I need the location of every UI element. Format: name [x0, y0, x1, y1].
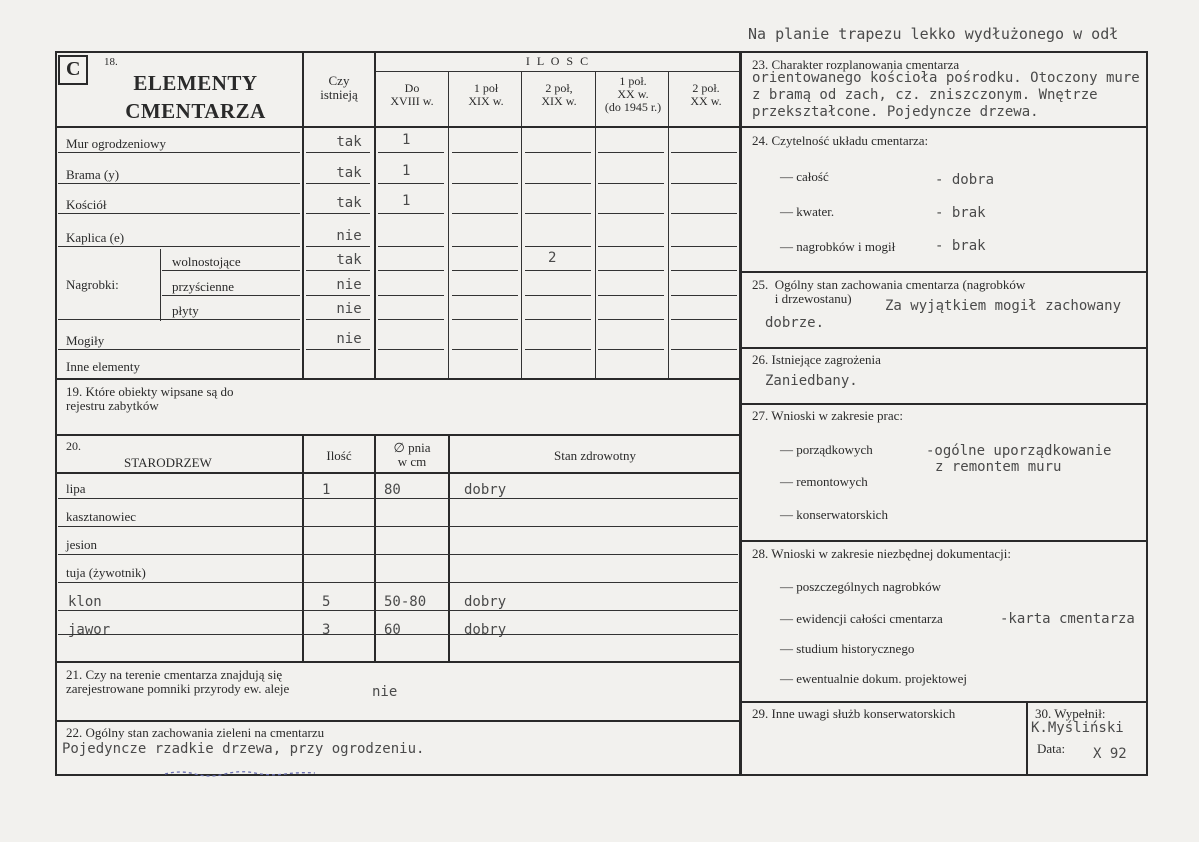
- period-header-line: 2 poł,: [545, 81, 573, 95]
- q24-value-nagrobki: - brak: [935, 238, 986, 254]
- element-row-label: Brama (y): [66, 167, 120, 182]
- tree-name: tuja (żywotnik): [66, 565, 146, 580]
- q25-label: 25. Ogólny stan zachowania cmentarza (nagrobków i drzewostanu): [752, 277, 1026, 306]
- period-header-line: 2 poł.: [692, 81, 720, 95]
- q27-item-porzadkowych: — porządkowych: [780, 442, 873, 457]
- col-czy-istnieja: Czy istnieją: [320, 73, 358, 102]
- q28-answer: -karta cmentarza: [1000, 611, 1135, 627]
- period-header-line: XX w.: [617, 87, 649, 101]
- q21-label: 21. Czy na terenie cmentarza znajdują się zarejestrowane pomniki przyrody ew. aleje: [66, 667, 290, 696]
- q30-label: 30. Wypełnił:: [1035, 706, 1106, 721]
- q24-label: 24. Czytelność układu cmentarza:: [752, 133, 929, 148]
- element-exists: tak: [336, 165, 362, 181]
- starodrzew-label: STARODRZEW: [124, 455, 212, 470]
- q28-item-nagrobkow: — poszczególnych nagrobków: [780, 579, 942, 594]
- element-count-2pol-xix: 2: [548, 250, 557, 266]
- q24-item-kwater: — kwater.: [780, 204, 835, 219]
- tree-state: dobry: [464, 594, 507, 610]
- element-exists: tak: [336, 134, 362, 150]
- element-row-label: przyścienne: [172, 279, 235, 294]
- q29-label: 29. Inne uwagi służb konserwatorskich: [752, 706, 956, 721]
- element-row-label: wolnostojące: [172, 254, 241, 269]
- element-row-label: płyty: [172, 303, 199, 318]
- element-exists: nie: [336, 301, 362, 317]
- tree-state: dobry: [464, 622, 507, 638]
- q28-item-projektowej: — ewentualnie dokum. projektowej: [780, 671, 968, 686]
- title-line2: CMENTARZA: [125, 99, 266, 123]
- element-row-label: Kościół: [66, 197, 107, 212]
- element-row-label: Mogiły: [66, 333, 105, 348]
- q27-item-konserwatorskich: — konserwatorskich: [780, 507, 888, 522]
- tree-name: kasztanowiec: [66, 509, 137, 524]
- tree-qty: 5: [322, 594, 331, 610]
- q27-answer-line1: -ogólne uporządkowanie: [926, 443, 1112, 459]
- q28-item-ewidencji: — ewidencji całości cmentarza: [780, 611, 943, 626]
- element-exists: nie: [336, 277, 362, 293]
- period-header-line: Do: [404, 81, 420, 95]
- tree-name: jawor: [68, 622, 111, 638]
- period-header-line: 1 poł: [473, 81, 499, 95]
- period-header-0: [376, 82, 448, 108]
- element-row-label: Kaplica (e): [66, 230, 125, 245]
- element-row-label: Inne elementy: [66, 359, 140, 374]
- q24-value-calosc: - dobra: [935, 172, 995, 188]
- element-count-xviii: 1: [402, 132, 411, 148]
- tree-col-stan: Stan zdrowotny: [554, 448, 636, 463]
- title-line1: ELEMENTY: [133, 71, 258, 95]
- period-header-3: [597, 75, 669, 114]
- tree-qty: 1: [322, 482, 331, 498]
- q24-item-nagrobki: — nagrobków i mogił: [780, 239, 896, 254]
- element-row-label: Mur ogrodzeniowy: [66, 136, 167, 151]
- col-ilosc: I L O S C: [525, 54, 591, 68]
- q28-item-studium: — studium historycznego: [780, 641, 915, 656]
- card-number: 18.: [104, 56, 118, 68]
- period-header-line: XIX w.: [468, 94, 504, 108]
- q30-date-label: Data:: [1037, 741, 1066, 756]
- element-exists: tak: [336, 252, 362, 268]
- q23-line2: z bramą od zach, cz. zniszczonym. Wnętrze: [752, 87, 1098, 103]
- q22-answer: Pojedyncze rzadkie drzewa, przy ogrodzeniu.: [62, 741, 425, 757]
- tree-col-pnia: ∅ pnia w cm: [393, 440, 431, 469]
- q22-label: 22. Ogólny stan zachowania zieleni na cmentarzu: [66, 725, 325, 740]
- tree-cm: 80: [384, 482, 401, 498]
- nagrobki-label: Nagrobki:: [66, 277, 119, 292]
- q19-label: 19. Które obiekty wipsane są do rejestru zabytków: [66, 384, 234, 413]
- element-exists: nie: [336, 331, 362, 347]
- tree-cm: 60: [384, 622, 401, 638]
- period-header-line: XVIII w.: [390, 94, 434, 108]
- tree-state: dobry: [464, 482, 507, 498]
- q30-name: K.Myśliński: [1031, 720, 1124, 736]
- tree-name: lipa: [66, 481, 86, 496]
- period-header-2: [523, 82, 595, 108]
- q21-answer: nie: [372, 684, 398, 700]
- q20-number: 20.: [66, 439, 81, 453]
- period-header-line: XIX w.: [541, 94, 577, 108]
- tree-col-ilosc: Ilość: [326, 448, 352, 463]
- card-letter: C: [66, 58, 81, 80]
- tree-cm: 50-80: [384, 594, 427, 610]
- q25-answer-line1: Za wyjątkiem mogił zachowany: [885, 298, 1122, 314]
- top-note: Na planie trapezu lekko wydłużonego w odł: [748, 25, 1119, 43]
- q26-label: 26. Istniejące zagrożenia: [752, 352, 881, 367]
- q27-answer-line2: z remontem muru: [935, 459, 1062, 475]
- period-header-1: [450, 82, 522, 108]
- q30-date: X 92: [1093, 746, 1127, 762]
- q26-answer: Zaniedbany.: [765, 373, 858, 389]
- element-count-xviii: 1: [402, 163, 411, 179]
- tree-qty: 3: [322, 622, 331, 638]
- q24-item-calosc: — całość: [780, 169, 829, 184]
- element-exists: nie: [336, 228, 362, 244]
- q27-label: 27. Wnioski w zakresie prac:: [752, 408, 904, 423]
- q23-label: 23. Charakter rozplanowania cmentarza: [752, 57, 960, 72]
- q24-value-kwater: - brak: [935, 205, 986, 221]
- q27-item-remontowych: — remontowych: [780, 474, 868, 489]
- tree-name: klon: [68, 594, 102, 610]
- q28-label: 28. Wnioski w zakresie niezbędnej dokumentacji:: [752, 546, 1011, 561]
- q23-line3: przekształcone. Pojedyncze drzewa.: [752, 104, 1039, 120]
- period-header-line: XX w.: [690, 94, 722, 108]
- element-exists: tak: [336, 195, 362, 211]
- q25-answer-line2: dobrze.: [765, 315, 825, 331]
- element-count-xviii: 1: [402, 193, 411, 209]
- stamp-scribble: [160, 765, 320, 775]
- period-header-line: (do 1945 r.): [604, 100, 662, 114]
- period-header-line: 1 poł.: [619, 74, 647, 88]
- q23-line1: orientowanego kościoła pośrodku. Otoczony mure: [752, 70, 1140, 86]
- period-header-4: [670, 82, 742, 108]
- tree-name: jesion: [66, 537, 98, 552]
